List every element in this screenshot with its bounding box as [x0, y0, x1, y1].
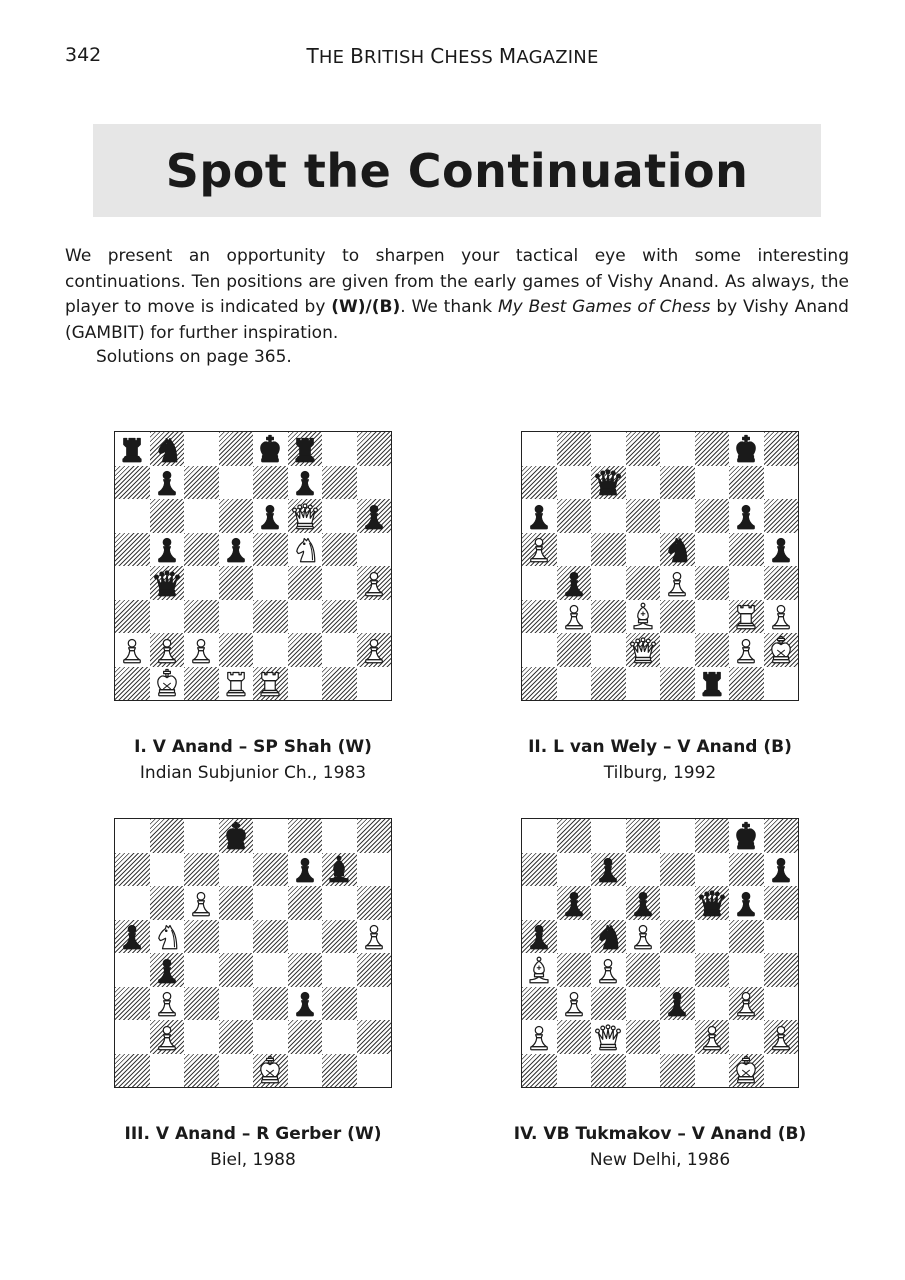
board-square: [322, 566, 357, 600]
board-square: [626, 819, 661, 853]
board-square: [626, 853, 661, 887]
board-square: [322, 499, 357, 533]
board-square: [115, 953, 150, 987]
board-square: [288, 819, 323, 853]
black-king-icon: [253, 432, 288, 466]
white-pawn-icon: [150, 1020, 185, 1054]
white-queen-icon: [591, 1020, 626, 1054]
black-pawn-icon: [764, 853, 799, 887]
white-pawn-icon: [150, 987, 185, 1021]
white-pawn-icon: [729, 633, 764, 667]
board-square: [626, 987, 661, 1021]
board-square: [322, 533, 357, 567]
black-knight-icon: [591, 920, 626, 954]
board-square: [764, 819, 799, 853]
intro-text-2: . We thank: [400, 297, 498, 317]
intro-move-marker: (W)/(B): [331, 297, 401, 317]
board-square: [695, 466, 730, 500]
board-square: [591, 600, 626, 634]
board-square: [253, 1020, 288, 1054]
white-pawn-icon: [626, 920, 661, 954]
white-pawn-icon: [357, 920, 392, 954]
board-square: [522, 633, 557, 667]
board-square: [557, 953, 592, 987]
board-square: [115, 886, 150, 920]
board-square: [115, 987, 150, 1021]
intro-paragraph: [65, 244, 849, 346]
board-square: [184, 667, 219, 701]
black-rook-icon: [115, 432, 150, 466]
board-square: [764, 953, 799, 987]
board-square: [219, 499, 254, 533]
board-square: [729, 853, 764, 887]
board-square: [357, 466, 392, 500]
white-pawn-icon: [522, 533, 557, 567]
board-square: [115, 667, 150, 701]
board-square: [591, 1054, 626, 1088]
board-square: [219, 886, 254, 920]
board-square: [322, 633, 357, 667]
white-knight-icon: [288, 533, 323, 567]
board-square: [660, 819, 695, 853]
board-square: [695, 499, 730, 533]
board-square: [184, 819, 219, 853]
black-pawn-icon: [729, 886, 764, 920]
solutions-note: Solutions on page 365.: [96, 347, 292, 367]
board-square: [115, 600, 150, 634]
board-square: [150, 1054, 185, 1088]
black-knight-icon: [150, 432, 185, 466]
board-square: [522, 466, 557, 500]
board-square: [357, 432, 392, 466]
board-square: [288, 667, 323, 701]
board-square: [184, 853, 219, 887]
board-square: [357, 1020, 392, 1054]
board-square: [729, 533, 764, 567]
black-pawn-icon: [288, 853, 323, 887]
board-square: [729, 953, 764, 987]
board-square: [322, 920, 357, 954]
board-square: [253, 600, 288, 634]
board-square: [184, 432, 219, 466]
black-pawn-icon: [729, 499, 764, 533]
board-square: [184, 466, 219, 500]
black-pawn-icon: [115, 920, 150, 954]
board-square: [660, 953, 695, 987]
puzzle-event: Indian Subjunior Ch., 1983: [139, 763, 367, 783]
black-bishop-icon: [322, 853, 357, 887]
board-square: [150, 819, 185, 853]
white-king-icon: [253, 1054, 288, 1088]
board-square: [695, 953, 730, 987]
white-queen-icon: [288, 499, 323, 533]
board-square: [660, 633, 695, 667]
board-square: [288, 920, 323, 954]
board-square: [219, 633, 254, 667]
board-square: [357, 987, 392, 1021]
black-pawn-icon: [557, 566, 592, 600]
black-pawn-icon: [557, 886, 592, 920]
board-square: [557, 667, 592, 701]
board-square: [660, 920, 695, 954]
running-head: THE BRITISH CHESS MAGAZINE: [306, 44, 599, 68]
puzzle-players: III. V Anand – R Gerber (W): [124, 1124, 382, 1144]
board-square: [115, 533, 150, 567]
white-pawn-icon: [150, 633, 185, 667]
board-square: [184, 953, 219, 987]
page-title: Spot the Continuation: [165, 143, 749, 198]
board-square: [219, 600, 254, 634]
white-pawn-icon: [184, 633, 219, 667]
board-square: [729, 667, 764, 701]
board-square: [522, 987, 557, 1021]
board-square: [660, 667, 695, 701]
board-square: [253, 466, 288, 500]
board-square: [288, 1020, 323, 1054]
board-square: [253, 633, 288, 667]
board-square: [557, 432, 592, 466]
board-square: [764, 432, 799, 466]
black-rook-icon: [695, 667, 730, 701]
white-pawn-icon: [184, 886, 219, 920]
board-square: [322, 886, 357, 920]
board-square: [626, 466, 661, 500]
board-square: [322, 1054, 357, 1088]
black-pawn-icon: [253, 499, 288, 533]
puzzle-caption-3: [103, 1121, 403, 1173]
board-square: [660, 432, 695, 466]
black-pawn-icon: [150, 466, 185, 500]
board-square: [184, 1054, 219, 1088]
board-square: [253, 566, 288, 600]
puzzle-players: IV. VB Tukmakov – V Anand (B): [513, 1124, 807, 1144]
board-square: [253, 886, 288, 920]
board-square: [288, 566, 323, 600]
board-square: [322, 987, 357, 1021]
board-square: [322, 667, 357, 701]
board-square: [764, 987, 799, 1021]
intro-text-1: We present an opportunity to sharpen your tactical eye with some interesting continuations. Ten positions are given from the early games of Vishy Anand. As always, the player to move is indicated by: [65, 246, 849, 317]
board-square: [357, 600, 392, 634]
title-banner: [93, 124, 821, 217]
board-square: [591, 819, 626, 853]
puzzle-caption-2: [510, 734, 810, 786]
board-square: [660, 853, 695, 887]
page-number: 342: [65, 44, 102, 66]
board-square: [357, 953, 392, 987]
white-king-icon: [150, 667, 185, 701]
intro-text-3: by Vishy Anand (GAMBIT) for further inspiration.: [65, 297, 849, 343]
board-square: [288, 633, 323, 667]
board-square: [591, 987, 626, 1021]
white-rook-icon: [729, 600, 764, 634]
black-pawn-icon: [219, 533, 254, 567]
board-square: [695, 853, 730, 887]
board-square: [115, 819, 150, 853]
puzzle-caption-4: [510, 1121, 810, 1173]
board-square: [115, 566, 150, 600]
board-square: [253, 533, 288, 567]
board-square: [184, 600, 219, 634]
board-square: [764, 920, 799, 954]
board-square: [557, 853, 592, 887]
white-pawn-icon: [557, 600, 592, 634]
chess-board-4: [521, 818, 799, 1088]
white-pawn-icon: [357, 633, 392, 667]
board-square: [322, 1020, 357, 1054]
intro-book-title: My Best Games of Chess: [498, 297, 711, 317]
white-rook-icon: [253, 667, 288, 701]
board-square: [322, 953, 357, 987]
board-square: [219, 566, 254, 600]
board-square: [626, 432, 661, 466]
board-square: [764, 667, 799, 701]
white-pawn-icon: [764, 600, 799, 634]
board-square: [626, 566, 661, 600]
board-square: [522, 600, 557, 634]
white-king-icon: [729, 1054, 764, 1088]
board-square: [322, 466, 357, 500]
board-square: [626, 667, 661, 701]
board-square: [357, 667, 392, 701]
board-square: [695, 633, 730, 667]
black-king-icon: [729, 819, 764, 853]
board-square: [557, 633, 592, 667]
black-pawn-icon: [660, 987, 695, 1021]
board-square: [322, 432, 357, 466]
board-square: [219, 466, 254, 500]
board-square: [626, 1054, 661, 1088]
white-knight-icon: [150, 920, 185, 954]
board-square: [626, 499, 661, 533]
board-square: [219, 853, 254, 887]
black-knight-icon: [660, 533, 695, 567]
board-square: [357, 1054, 392, 1088]
board-square: [557, 819, 592, 853]
board-square: [695, 987, 730, 1021]
board-square: [626, 533, 661, 567]
board-square: [557, 920, 592, 954]
board-square: [150, 853, 185, 887]
board-square: [729, 566, 764, 600]
black-queen-icon: [150, 566, 185, 600]
white-pawn-icon: [591, 953, 626, 987]
board-square: [150, 600, 185, 634]
black-pawn-icon: [288, 987, 323, 1021]
board-square: [253, 920, 288, 954]
board-square: [660, 600, 695, 634]
white-pawn-icon: [764, 1020, 799, 1054]
board-square: [219, 1020, 254, 1054]
board-square: [115, 466, 150, 500]
board-square: [729, 1020, 764, 1054]
board-square: [150, 499, 185, 533]
white-bishop-icon: [522, 953, 557, 987]
board-square: [591, 566, 626, 600]
board-square: [591, 633, 626, 667]
board-square: [522, 1054, 557, 1088]
board-square: [288, 600, 323, 634]
board-square: [695, 533, 730, 567]
black-pawn-icon: [150, 533, 185, 567]
board-square: [322, 819, 357, 853]
board-square: [253, 853, 288, 887]
board-square: [219, 987, 254, 1021]
board-square: [184, 566, 219, 600]
white-pawn-icon: [357, 566, 392, 600]
board-square: [591, 886, 626, 920]
black-pawn-icon: [357, 499, 392, 533]
board-square: [253, 987, 288, 1021]
black-pawn-icon: [591, 853, 626, 887]
board-square: [184, 920, 219, 954]
board-square: [557, 499, 592, 533]
black-pawn-icon: [522, 499, 557, 533]
board-square: [557, 533, 592, 567]
chess-board-2: [521, 431, 799, 701]
board-square: [150, 886, 185, 920]
puzzle-caption-1: [103, 734, 403, 786]
board-square: [115, 499, 150, 533]
black-pawn-icon: [764, 533, 799, 567]
board-square: [729, 466, 764, 500]
board-square: [660, 1054, 695, 1088]
board-square: [660, 499, 695, 533]
board-square: [219, 1054, 254, 1088]
chess-board-1: [114, 431, 392, 701]
board-square: [288, 886, 323, 920]
board-square: [522, 886, 557, 920]
black-king-icon: [729, 432, 764, 466]
white-pawn-icon: [729, 987, 764, 1021]
puzzle-event: Biel, 1988: [210, 1150, 296, 1170]
board-square: [522, 853, 557, 887]
puzzle-players: I. V Anand – SP Shah (W): [134, 737, 372, 757]
board-square: [522, 819, 557, 853]
chess-board-3: [114, 818, 392, 1088]
board-square: [357, 819, 392, 853]
board-square: [626, 953, 661, 987]
black-rook-icon: [288, 432, 323, 466]
board-square: [557, 1020, 592, 1054]
board-square: [695, 432, 730, 466]
board-square: [357, 533, 392, 567]
board-square: [253, 953, 288, 987]
white-bishop-icon: [626, 600, 661, 634]
white-pawn-icon: [557, 987, 592, 1021]
puzzle-event: Tilburg, 1992: [603, 763, 717, 783]
black-king-icon: [219, 819, 254, 853]
board-square: [522, 432, 557, 466]
white-pawn-icon: [695, 1020, 730, 1054]
board-square: [288, 1054, 323, 1088]
board-square: [695, 920, 730, 954]
board-square: [184, 1020, 219, 1054]
black-pawn-icon: [150, 953, 185, 987]
white-queen-icon: [626, 633, 661, 667]
white-pawn-icon: [115, 633, 150, 667]
board-square: [357, 853, 392, 887]
white-pawn-icon: [522, 1020, 557, 1054]
board-square: [660, 466, 695, 500]
board-square: [184, 533, 219, 567]
board-square: [626, 1020, 661, 1054]
board-square: [591, 533, 626, 567]
board-square: [522, 566, 557, 600]
board-square: [695, 566, 730, 600]
board-square: [219, 920, 254, 954]
board-square: [522, 667, 557, 701]
board-square: [764, 566, 799, 600]
puzzle-players: II. L van Wely – V Anand (B): [528, 737, 792, 757]
board-square: [322, 600, 357, 634]
board-square: [695, 819, 730, 853]
board-square: [115, 1054, 150, 1088]
board-square: [695, 1054, 730, 1088]
board-square: [591, 432, 626, 466]
black-pawn-icon: [626, 886, 661, 920]
board-square: [660, 886, 695, 920]
puzzle-event: New Delhi, 1986: [589, 1150, 731, 1170]
board-square: [557, 466, 592, 500]
black-pawn-icon: [288, 466, 323, 500]
board-square: [184, 499, 219, 533]
board-square: [764, 886, 799, 920]
board-square: [219, 432, 254, 466]
board-square: [184, 987, 219, 1021]
black-queen-icon: [591, 466, 626, 500]
board-square: [557, 1054, 592, 1088]
black-queen-icon: [695, 886, 730, 920]
board-square: [591, 667, 626, 701]
board-square: [115, 1020, 150, 1054]
black-pawn-icon: [522, 920, 557, 954]
white-king-icon: [764, 633, 799, 667]
board-square: [660, 1020, 695, 1054]
board-square: [219, 953, 254, 987]
board-square: [729, 920, 764, 954]
white-pawn-icon: [660, 566, 695, 600]
board-square: [764, 1054, 799, 1088]
board-square: [695, 600, 730, 634]
white-rook-icon: [219, 667, 254, 701]
board-square: [357, 886, 392, 920]
board-square: [591, 499, 626, 533]
board-square: [253, 819, 288, 853]
board-square: [764, 466, 799, 500]
board-square: [115, 853, 150, 887]
board-square: [764, 499, 799, 533]
board-square: [288, 953, 323, 987]
